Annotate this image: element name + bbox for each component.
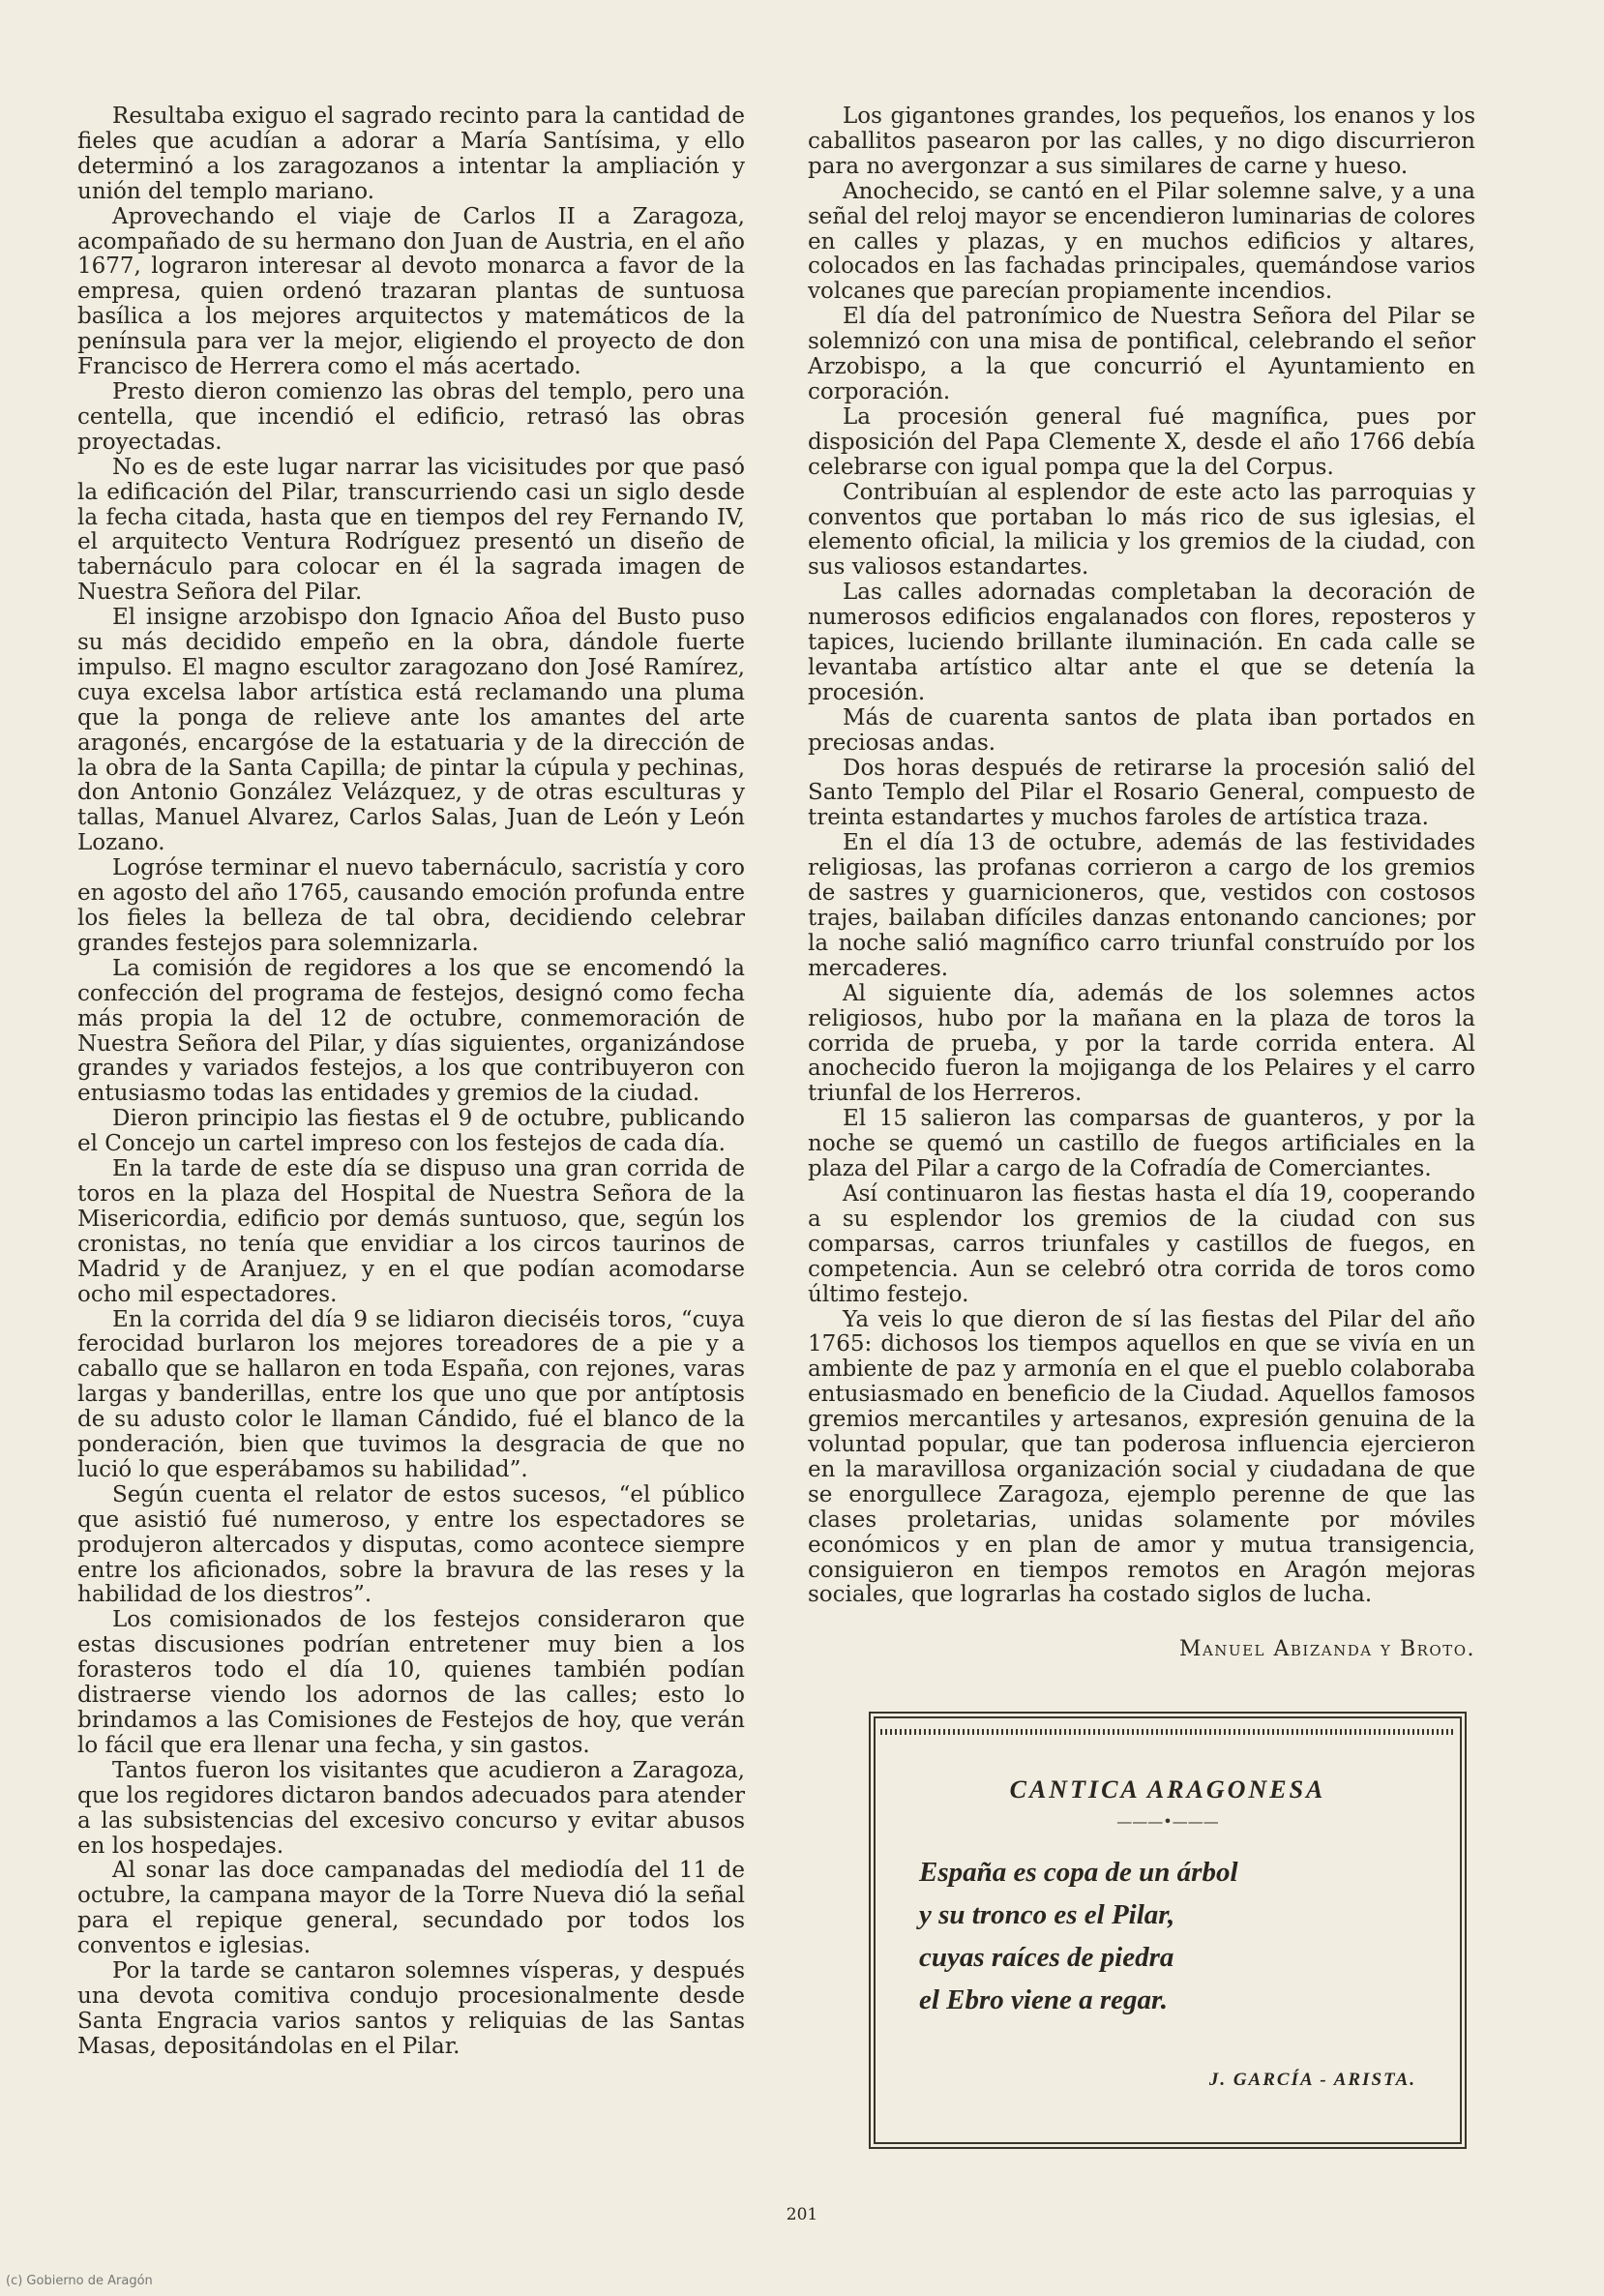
paragraph: El 15 salieron las comparsas de guanteros, y por la noche se quemó un castillo de fuegos artificiales en la plaza del Pilar a cargo de la Cofradía de Comerciantes. [808,1106,1475,1182]
paragraph: Aprovechando el viaje de Carlos II a Zaragoza, acompañado de su hermano don Juan de Austria, en el año 1677, lograron interesar al devoto monarca a favor de la empresa, quien ordenó trazaran plantas de suntuosa basílica a los mejores arquitectos y matemáticos de la península para ver la mejor, eligiendo el proyecto de don Francisco de Herrera como el más acertado. [77,203,745,380]
paragraph: No es de este lugar narrar las vicisitudes por que pasó la edificación del Pilar, transcurriendo casi un siglo desde la fecha citada, hasta que en tiempos del rey Fernando IV, el arquitecto Ventura Rodríguez presentó un diseño de tabernáculo para colocar en él la sagrada imagen de Nuestra Señora del Pilar. [77,454,745,606]
poem-line: y su tronco es el Pilar, [919,1899,1175,1930]
paragraph: Los gigantones grandes, los pequeños, los enanos y los caballitos pasearon por las calles, y no digo discurrieron para no avergonzar a sus similares de carne y hueso. [808,104,1475,179]
poem-box [869,1712,1467,2149]
left-column [77,104,745,2060]
poem-border [880,1723,1455,2137]
paragraph: Al sonar las doce campanadas del mediodía del 11 de octubre, la campana mayor de la Torre Nueva dió la señal para el repique general, secundado por todos los conventos e iglesias. [77,1858,745,1959]
paragraph: Dos horas después de retirarse la procesión salió del Santo Templo del Pilar el Rosario General, compuesto de treinta estandartes y muchos faroles de artística traza. [808,755,1475,831]
poem-line: el Ebro viene a regar. [919,1984,1168,2015]
paragraph: Tantos fueron los visitantes que acudieron a Zaragoza, que los regidores dictaron bandos adecuados para atender a las subsistencias del excesivo concurso y evitar abusos en los hospedajes. [77,1757,745,1859]
paragraph: Anochecido, se cantó en el Pilar solemne salve, y a una señal del reloj mayor se encendieron luminarias de colores en calles y plazas, y en muchos edificios y altares, colocados en las fachadas principales, quemándose varios volcanes que parecían propiamente incendios. [808,178,1475,305]
paragraph: Dieron principio las fiestas el 9 de octubre, publicando el Concejo un cartel impreso con los festejos de cada día. [77,1106,745,1157]
ornament-divider-icon: ———•——— [1116,1812,1219,1831]
right-column [808,104,1475,1608]
paragraph: Resultaba exiguo el sagrado recinto para la cantidad de fieles que acudían a adorar a María Santísima, y ello determinó a los zaragozanos a intentar la ampliación y unión del templo mariano. [77,104,745,204]
paragraph: Más de cuarenta santos de plata iban portados en preciosas andas. [808,704,1475,756]
paragraph: Los comisionados de los festejos consideraron que estas discusiones podrían entretener muy bien a los forasteros todo el día 10, quienes también podían distraerse viendo los adornos de las calles; esto lo brindamos a las Comisiones de Festejos de hoy, que verán lo fácil que era llenar una fecha, y sin gastos. [77,1607,745,1758]
poem-title: CANTICA ARAGONESA [1009,1775,1326,1804]
paragraph: Presto dieron comienzo las obras del templo, pero una centella, que incendió el edificio, retrasó las obras proyectadas. [77,378,745,455]
poem-line: cuyas raíces de piedra [919,1942,1174,1973]
paragraph: Las calles adornadas completaban la decoración de numerosos edificios engalanados con flores, reposteros y tapices, luciendo brillante iluminación. En cada calle se levantaba artístico altar ante el que se detenía la procesión. [808,580,1475,705]
paragraph: Ya veis lo que dieron de sí las fiestas del Pilar del año 1765: dichosos los tiempos aquellos en que se vivía en un ambiente de paz y armonía en el que el pueblo colaboraba entusiasmado en beneficio de la Ciudad. Aquellos famosos gremios mercantiles y artesanos, expresión genuina de la voluntad popular, que tan poderosa influencia ejercieron en la maravillosa organización social y ciudadana de que se enorgullece Zaragoza, ejemplo perenne de que las clases proletarias, unidas solamente por móviles económicos y en plan de amor y mutua transigencia, consiguieron en tiempos remotos en Aragón mejoras sociales, que lograrlas ha costado siglos de lucha. [808,1306,1475,1608]
paragraph: El día del patronímico de Nuestra Señora del Pilar se solemnizó con una misa de pontifical, celebrando el señor Arzobispo, a la que concurrió el Ayuntamiento en corporación. [808,304,1475,404]
article-signature: Manuel Abizanda y Broto. [1178,1637,1475,1661]
paragraph: Así continuaron las fiestas hasta el día 19, cooperando a su esplendor los gremios de la ciudad con sus comparsas, carros triunfales y castillos de fuegos, en competencia. Aun se celebró otra corrida de toros como último festejo. [808,1180,1475,1307]
paragraph: En la tarde de este día se dispuso una gran corrida de toros en la plaza del Hospital de Nuestra Señora de la Misericordia, edificio por demás suntuoso, que, según los cronistas, no tenía que envidiar a los circos taurinos de Madrid y de Aranjuez, y en el que podían acomodarse ocho mil espectadores. [77,1156,745,1307]
paragraph: Contribuían al esplendor de este acto las parroquias y conventos que portaban lo más rico de sus iglesias, el elemento oficial, la milicia y los gremios de la ciudad, con sus valiosos estandartes. [808,479,1475,581]
poem-verses [919,1851,1238,2021]
page-number: 201 [786,2205,818,2224]
paragraph: Por la tarde se cantaron solemnes vísperas, y después una devota comitiva condujo procesionalmente desde Santa Engracia varios santos y reliquias de las Santas Masas, depositándolas en el Pilar. [77,1958,745,2059]
paragraph: El insigne arzobispo don Ignacio Añoa del Busto puso su más decidido empeño en la obra, dándole fuerte impulso. El magno escultor zaragozano don José Ramírez, cuya excelsa labor artística está reclamando una pluma que la ponga de relieve ante los amantes del arte aragonés, encargóse de la estatuaria y de la dirección de la obra de la Santa Capilla; de pintar la cúpula y pechinas, don Antonio González Velázquez, y de otras esculturas y tallas, Manuel Alvarez, Carlos Salas, Juan de León y León Lozano. [77,605,745,856]
poem-line: España es copa de un árbol [919,1857,1238,1888]
copyright-credit: (c) Gobierno de Aragón [6,2274,153,2288]
paragraph: Según cuenta el relator de estos sucesos, “el público que asistió fué numeroso, y entre los espectadores se produjeron altercados y disputas, como acontece siempre entre los aficionados, sobre la bravura de las reses y la habilidad de los diestros”. [77,1481,745,1608]
paragraph: La procesión general fué magnífica, pues por disposición del Papa Clemente X, desde el año 1766 debía celebrarse con igual pompa que la del Corpus. [808,403,1475,480]
paragraph: Logróse terminar el nuevo tabernáculo, sacristía y coro en agosto del año 1765, causando emoción profunda entre los fieles la belleza de tal obra, decidiendo celebrar grandes festejos para solemnizarla. [77,855,745,956]
paragraph: Al siguiente día, además de los solemnes actos religiosos, hubo por la mañana en la plaza de toros la corrida de prueba, y por la tarde corrida entera. Al anochecido fueron la mojiganga de los Pelaires y el carro triunfal de los Herreros. [808,980,1475,1107]
paragraph: En la corrida del día 9 se lidiaron dieciséis toros, “cuya ferocidad burlaron los mejores toreadores de a pie y a caballo que se hallaron en toda España, con rejones, varas largas y banderillas, entre los que uno que por antíptosis de su adusto color le llaman Cándido, fué el blanco de la ponderación, bien que tuvimos la desgracia de que no lució lo que esperábamos su habilidad”. [77,1306,745,1482]
poem-author: J. GARCÍA - ARISTA. [1208,2070,1416,2090]
paragraph: La comisión de regidores a los que se encomendó la confección del programa de festejos, designó como fecha más propia la del 12 de octubre, conmemoración de Nuestra Señora del Pilar, y días siguientes, organizándose grandes y variados festejos, a los que contribuyeron con entusiasmo todas las entidades y gremios de la ciudad. [77,955,745,1107]
paragraph: En el día 13 de octubre, además de las festividades religiosas, las profanas corrieron a cargo de los gremios de sastres y guarnicioneros, que, vestidos con costosos trajes, bailaban difíciles danzas entonando canciones; por la noche salió magnífico carro triunfal construído por los mercaderes. [808,830,1475,981]
